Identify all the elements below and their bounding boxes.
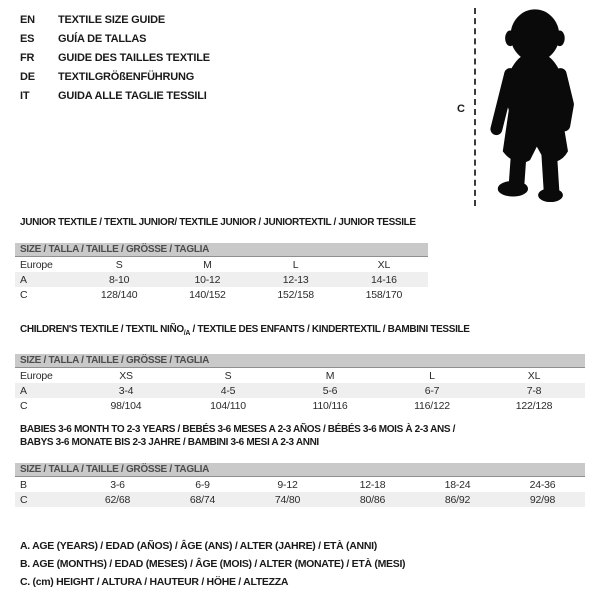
language-title-list bbox=[20, 11, 210, 106]
size-cell: 3-6 bbox=[110, 478, 125, 491]
size-cell: 92/98 bbox=[529, 493, 556, 506]
size-cell: L bbox=[292, 258, 299, 271]
footnote-legend bbox=[20, 537, 405, 591]
size-cell: M bbox=[203, 258, 212, 271]
language-row-en bbox=[20, 11, 210, 30]
table-row-a bbox=[15, 383, 585, 398]
table-row-europe bbox=[15, 368, 585, 383]
note-line-c: C. (cm) HEIGHT / ALTURA / HAUTEUR / HÖHE / ALTEZZA bbox=[20, 576, 289, 588]
row-label: B bbox=[20, 478, 27, 491]
row-label: C bbox=[20, 399, 28, 412]
note-line-a: A. AGE (YEARS) / EDAD (AÑOS) / ÂGE (ANS) / ALTER (JAHRE) / ETÀ (ANNI) bbox=[20, 540, 377, 552]
size-header-bar: SIZE / TALLA / TAILLE / GRÖSSE / TAGLIA bbox=[15, 354, 585, 368]
table-row-c bbox=[15, 287, 428, 302]
table-row-europe bbox=[15, 257, 428, 272]
table-title: JUNIOR TEXTILE / TEXTIL JUNIOR/ TEXTILE JUNIOR / JUNIORTEXTIL / JUNIOR TESSILE bbox=[20, 217, 416, 228]
language-code: FR bbox=[20, 52, 35, 64]
size-table bbox=[15, 477, 585, 507]
size-cell: L bbox=[429, 369, 435, 382]
size-cell: 5-6 bbox=[322, 384, 338, 397]
row-label: Europe bbox=[20, 258, 53, 271]
language-code: DE bbox=[20, 71, 35, 83]
size-table-section-babies-textile bbox=[20, 423, 585, 507]
language-code: IT bbox=[20, 90, 30, 102]
row-label: A bbox=[20, 384, 27, 397]
size-table-section-childrens-textile bbox=[20, 323, 585, 413]
table-title: CHILDREN'S TEXTILE / TEXTIL $NIÑO_{/A}$ / TEXTILE DES ENFANTS / KINDERTEXTIL / BAMBINI TESSILE bbox=[20, 324, 470, 337]
language-row-it bbox=[20, 87, 210, 106]
size-cell: 62/68 bbox=[104, 493, 131, 506]
row-label: C bbox=[20, 288, 28, 301]
size-cell: 86/92 bbox=[444, 493, 471, 506]
table-row-b bbox=[15, 477, 585, 492]
language-guide-title: GUIDA ALLE TAGLIE TESSILI bbox=[58, 90, 207, 102]
size-cell: 122/128 bbox=[515, 399, 553, 412]
language-code: EN bbox=[20, 14, 35, 26]
size-cell: 9-12 bbox=[277, 478, 298, 491]
size-cell: 7-8 bbox=[526, 384, 542, 397]
size-cell: 3-4 bbox=[118, 384, 134, 397]
size-cell: 140/152 bbox=[189, 288, 226, 301]
row-label: Europe bbox=[20, 369, 53, 382]
row-label: A bbox=[20, 273, 27, 286]
size-cell: 74/80 bbox=[274, 493, 301, 506]
size-cell: 104/110 bbox=[210, 399, 246, 412]
language-guide-title: TEXTILE SIZE GUIDE bbox=[58, 14, 166, 26]
size-cell: S bbox=[115, 258, 123, 271]
size-cell: 12-18 bbox=[359, 478, 386, 491]
size-cell: 98/104 bbox=[110, 399, 142, 412]
size-table-section-junior-textile bbox=[20, 216, 428, 302]
language-row-fr bbox=[20, 49, 210, 68]
size-cell: M bbox=[325, 369, 335, 382]
size-cell: 18-24 bbox=[444, 478, 471, 491]
table-row-a bbox=[15, 272, 428, 287]
table-row-c bbox=[15, 492, 585, 507]
size-header-bar: SIZE / TALLA / TAILLE / GRÖSSE / TAGLIA bbox=[15, 243, 428, 257]
size-cell: 6-9 bbox=[195, 478, 210, 491]
size-cell: 152/158 bbox=[277, 288, 314, 301]
language-guide-title: GUÍA DE TALLAS bbox=[58, 33, 147, 45]
size-cell: 12-13 bbox=[282, 273, 309, 286]
size-cell: XL bbox=[377, 258, 391, 271]
language-guide-title: TEXTILGRÖßENFÜHRUNG bbox=[58, 71, 195, 83]
language-row-de bbox=[20, 68, 210, 87]
language-guide-title: GUIDE DES TAILLES TEXTILE bbox=[58, 52, 210, 64]
size-table bbox=[15, 368, 585, 413]
size-cell: 8-10 bbox=[109, 273, 130, 286]
size-cell: 128/140 bbox=[100, 288, 138, 301]
table-row-c bbox=[15, 398, 585, 413]
height-label-c: C bbox=[457, 103, 465, 115]
table-title: BABIES 3-6 MONTH TO 2-3 YEARS / BEBÉS 3-6 MESES A 2-3 AÑOS / BÉBÉS 3-6 MOIS À 2-3 ANS / BABYS 3-6 MONATE BIS 2-3 JAHRE / BAMBINI 3-6 MESI A 2-3 ANNI bbox=[20, 424, 456, 448]
size-cell: 116/122 bbox=[414, 399, 450, 412]
size-cell: 68/74 bbox=[189, 493, 216, 506]
size-cell: 14-16 bbox=[370, 273, 397, 286]
size-table bbox=[15, 257, 428, 302]
size-cell: 4-5 bbox=[220, 384, 236, 397]
toddler-silhouette-icon bbox=[488, 8, 580, 208]
size-cell: 10-12 bbox=[194, 273, 221, 286]
row-label: C bbox=[20, 493, 28, 506]
size-cell: XS bbox=[119, 369, 133, 382]
size-cell: 158/170 bbox=[365, 288, 403, 301]
size-cell: 6-7 bbox=[424, 384, 440, 397]
size-cell: 80/86 bbox=[359, 493, 386, 506]
size-cell: 24-36 bbox=[529, 478, 556, 491]
height-dashed-line bbox=[474, 8, 476, 206]
size-header-bar: SIZE / TALLA / TAILLE / GRÖSSE / TAGLIA bbox=[15, 463, 585, 477]
size-cell: S bbox=[224, 369, 232, 382]
language-row-es bbox=[20, 30, 210, 49]
language-code: ES bbox=[20, 33, 35, 45]
size-cell: XL bbox=[527, 369, 541, 382]
note-line-b: B. AGE (MONTHS) / EDAD (MESES) / ÂGE (MOIS) / ALTER (MONATE) / ETÀ (MESI) bbox=[20, 558, 406, 570]
size-cell: 110/116 bbox=[312, 399, 348, 412]
